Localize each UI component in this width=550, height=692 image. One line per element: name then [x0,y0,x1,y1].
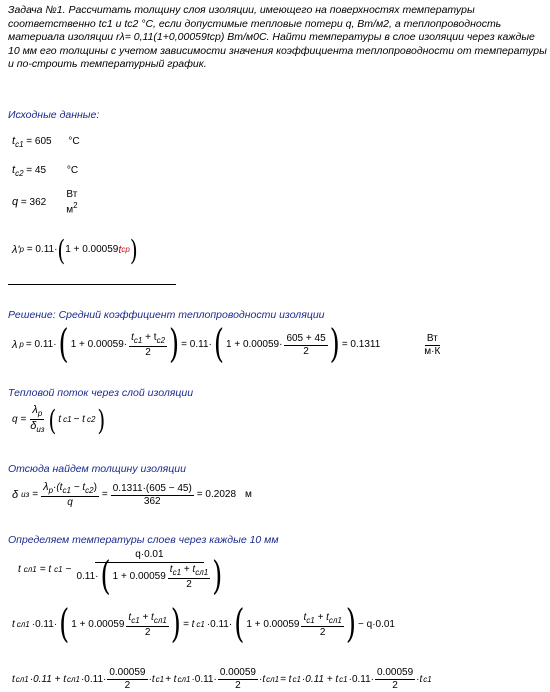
eq4-minus: − [65,564,72,575]
eq6-d: ·t [148,673,155,685]
eq5-gsub1: c1 [306,615,315,625]
tc2-eq: = [26,165,33,176]
separator-line [8,284,176,285]
eq5-eq-sub: c1 [196,620,205,629]
eq4-den-a: 0.11· [76,571,99,582]
eq6-j: ·0.11 + t [301,673,339,685]
eq6-h: ·t [258,673,266,685]
eq6-f2num: 0.00059 [219,667,256,678]
eq5-gden: 2 [319,626,326,638]
eq1-f2num: 605 + 45 [286,332,326,344]
eq6-a: t [12,673,15,685]
eq6-f1den: 2 [124,680,131,691]
eq1-b: 1 + 0.00059· [70,339,128,350]
eq5: t сл1 ·0.11· ( 1 + 0.00059 $\frac{t_{c1} + t_{сл1}}{2}$ ) = t c1 ·0.11· ( 1 + 0.00059 $\frac{t_{c1} + t_{сл1}}{2}$ ) − q·0.01 [12,602,395,648]
q-unit-den: м [66,204,74,216]
eq5-tail: − q·0.01 [358,619,395,630]
eq3-unit: м [245,489,252,500]
eq4-frac: q·0.01 0.11· ( 1 + 0.00059 $\frac{t_{c1} + t_{сл1}}{2}$ ) [76,549,223,600]
tc1-label: t [12,135,16,147]
eq1-lhs: λ [12,338,18,351]
tc2-sub: c2 [15,169,24,178]
eq6-c: ·0.11· [80,673,107,685]
eq1-frac [129,333,167,358]
eq4-dfsub2: сл1 [195,567,209,577]
eq5-b: ·0.11· [31,619,58,630]
eq5-fsub1: c1 [131,615,140,625]
tc1-eq: = [26,136,33,147]
eq5-a: t [12,619,15,630]
eq5-eq: = t [182,619,195,630]
eq3 [12,482,252,508]
q-value: 362 [29,196,47,208]
eq5-gsub2: сл1 [328,615,342,625]
eq3-num-close: ) [93,482,97,493]
eq1-unit-den: м·К [424,345,441,357]
eq1-d: 1 + 0.00059· [226,339,283,350]
eq3-eq: = [32,489,39,500]
eq6 [12,668,432,691]
eq4-eq-sub: c1 [54,565,63,574]
eq6-l-sub: c1 [423,674,432,684]
eq1-fsub1: c1 [133,335,143,345]
eq4-num: q·0.01 [95,550,203,563]
eq1-unit [422,334,442,357]
eq4-den-frac [168,565,210,590]
eq1-unit-num: Вт [426,332,438,344]
eq2-den: δ [30,420,37,432]
eq6-e: + t [165,673,177,685]
eq4 [18,549,224,600]
eq5-fplus: + t [139,611,154,623]
eq6-b: ·0.11 + t [29,673,66,685]
eq3-frac [41,482,99,508]
eq5-gnum: t [303,611,307,623]
eq6-frac1 [107,668,147,691]
given-lambda: λ' p = 0.11· ( 1 + 0.00059 t cp ) [12,233,138,267]
eq3-den: q [67,497,73,508]
eq2-frac [28,405,46,434]
eq3-result: = 0.2028 [196,489,237,500]
eq5-c: 1 + 0.00059 [71,619,125,630]
q-label: q [12,196,19,209]
eq3-eq2: = [101,489,108,500]
eq2-den-sub: из [36,425,45,434]
flow-heading: Тепловой поток через слой изоляции [8,387,194,399]
eq3-num-sub1: c1 [62,486,71,495]
eq2-rhs-sub2: c2 [86,414,96,424]
eq3-num-sub2: c2 [85,486,94,495]
lambda-tsub: cp [121,245,130,254]
eq4-dfsub1: c1 [172,567,182,577]
q-eq: = [20,196,27,208]
eq2-rhs-sub1: c1 [63,414,72,424]
eq3-num-b: ·(t [53,482,63,493]
eq5-fsub2: сл1 [153,615,167,625]
tc1-unit: °C [68,136,80,147]
eq1-fsub2: c2 [156,335,166,345]
eq6-b-sub: сл1 [66,674,80,684]
eq4-eq: = t [39,564,52,575]
eq6-f3den: 2 [392,680,398,691]
lambda-sub: p [19,245,24,254]
eq4-lhs: t [18,564,21,575]
eq5-fden: 2 [144,626,151,638]
eq3-num-minus: − t [70,482,86,493]
eq2-lhs: q = [12,413,27,425]
eq3-f2den: 362 [143,495,161,507]
eq2-rhs-minus: − t [73,413,85,425]
solution-heading: Решение: Средний коэффициент теплопроводности изоляции [8,309,325,321]
eq1: λ p = 0.11· ( 1 + 0.00059· $\frac{t_{c1} + t_{c2}}{2}$ ) = 0.11· ( 1 + 0.00059· $\frac{605 + 45}{2}$ ) = 0.1311 $\frac{Вт}{м\cdot К}$ [12,322,441,368]
eq5-fnum: t [128,611,132,623]
given-tc1 [12,136,80,149]
q-unit-num: Вт [66,189,78,200]
eq2-rhs-a: t [58,413,62,425]
eq5-e: 1 + 0.00059 [246,619,300,630]
lambda-label: λ' [12,243,20,256]
eq6-frac2 [218,668,258,691]
eq6-frac3 [375,668,415,691]
eq3-num-sub: p [48,486,54,495]
eq6-f1num: 0.00059 [109,667,146,678]
eq1-a: = 0.11· [25,339,57,350]
eq4-dfnum: t [169,563,173,575]
eq6-d-sub: c1 [155,674,165,684]
eq6-g: ·0.11· [191,673,217,685]
eq3-f2num: 0.1311·(605 − 45) [112,482,192,494]
eq6-f2den: 2 [235,680,241,691]
tc2-value: 45 [34,165,47,176]
tc2-unit: °C [66,165,79,176]
temps-heading: Определяем температуры слоев через каждые 10 мм [8,534,279,546]
eq5-d: ·0.11· [206,619,233,630]
eq1-lhs-sub: p [19,340,24,349]
given-tc2 [12,165,78,178]
given-q [12,190,80,215]
tc2-label: t [12,164,16,176]
eq6-e-sub: сл1 [177,674,191,684]
eq1-fplus: + t [142,331,157,343]
eq4-dfden: 2 [186,578,192,590]
eq1-f2den: 2 [303,345,309,357]
eq6-f3num: 0.00059 [377,667,414,678]
eq3-lhs-sub: из [21,490,30,499]
q-unit-sup: 2 [73,201,78,210]
eq3-num-a: λ [43,481,49,493]
eq6-i-sub: c1 [292,674,301,684]
lambda-formula-a: = 0.11· [26,244,58,255]
eq1-fden: 2 [145,346,151,358]
eq6-a-sub: сл1 [15,674,29,684]
eq1-frac2 [284,334,327,357]
eq2-num: λ [32,404,38,416]
given-heading: Исходные данные: [8,109,100,121]
eq1-result: = 0.1311 [341,339,381,350]
eq3-frac2 [111,484,194,507]
q-unit [64,190,79,215]
eq3-lhs: δ [12,488,19,501]
eq5-frac1 [126,613,168,638]
eq5-a-sub: сл1 [16,620,30,629]
tc1-sub: c1 [15,140,24,149]
eq2: q = $\frac{\lambda_p}{\delta_{из}}$ ( t c1 − t c2 ) [12,402,106,437]
lambda-t: t [118,243,122,256]
eq5-gplus: + t [314,611,329,623]
eq5-frac2 [301,613,343,638]
eq6-l: ·t [416,673,423,685]
lambda-formula-b: 1 + 0.00059 [65,244,119,255]
eq4-dfplus: + t [181,563,196,575]
tc1-value: 605 [34,136,52,147]
eq1-fnum: t [131,331,134,343]
eq2-num-sub: p [37,409,43,418]
eq4-den-b: 1 + 0.00059 [112,571,166,582]
eq6-i: = t [280,673,292,685]
eq4-lhs-sub: сл1 [23,565,37,574]
eq6-k: ·0.11· [348,673,374,685]
eq6-j-sub: c1 [339,674,348,684]
eq1-c: = 0.11· [181,339,212,350]
eq6-h-sub: сл1 [266,674,280,684]
thickness-heading: Отсюда найдем толщину изоляции [8,463,186,475]
task-statement: Задача №1. Рассчитать толщину слоя изоляции, имеющего на поверхностях температуры соответственно tc1 и tc2 °С, если допустимые тепловые потери q, Вт/м2, а теплопроводность материала изоляции rλ= 0,11(1+0,00059tср) Вт/м0С. Найти температуры в слое изоляции через каждые 10 мм его толщины с учетом зависимости значения коэффициента теплопроводности от температуры и по-строить температурный график. [8,4,547,70]
